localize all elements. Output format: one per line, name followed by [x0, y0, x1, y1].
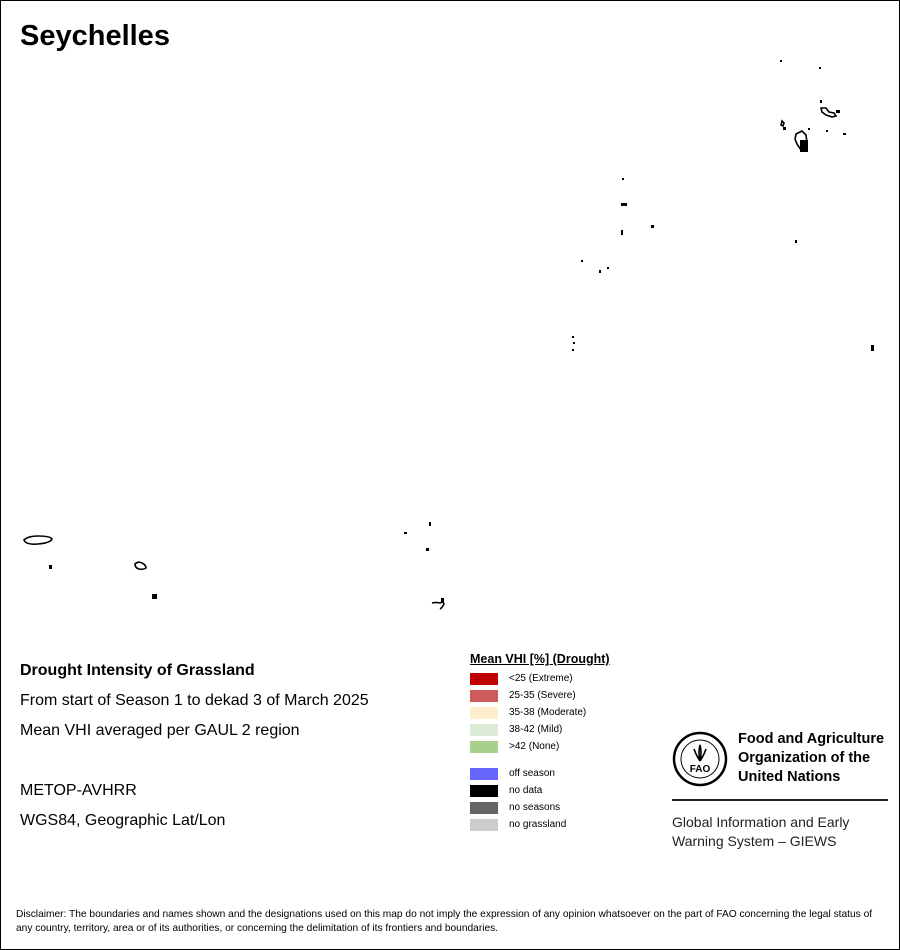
legend-swatch — [470, 785, 498, 797]
legend-item — [470, 765, 610, 782]
island-dot — [152, 594, 157, 599]
info-heading: Drought Intensity of Grassland — [20, 662, 255, 679]
island-dot — [426, 548, 429, 551]
island-outline — [821, 108, 836, 117]
info-method: Mean VHI averaged per GAUL 2 region — [20, 722, 300, 739]
island-outline — [135, 562, 146, 569]
island-dot — [621, 203, 627, 206]
legend-label: >42 (None) — [509, 741, 560, 752]
fao-name-line: Organization of the — [738, 750, 871, 766]
info-spacer — [20, 746, 369, 776]
legend-title: Mean VHI [%] (Drought) — [470, 652, 610, 666]
map-legend — [470, 652, 610, 833]
map-info-block — [20, 656, 369, 836]
fao-logo-letters: FAO — [689, 763, 711, 775]
legend-item — [470, 704, 610, 721]
legend-label: 35-38 (Moderate) — [509, 707, 587, 718]
island-dot — [607, 267, 609, 269]
island-outline — [432, 602, 444, 609]
island-dot — [800, 140, 808, 152]
legend-label: 38-42 (Mild) — [509, 724, 563, 735]
giews-name — [672, 813, 888, 851]
info-period: From start of Season 1 to dekad 3 of March 2025 — [20, 692, 369, 709]
legend-swatch — [470, 819, 498, 831]
legend-item — [470, 721, 610, 738]
island-dots — [49, 60, 874, 603]
map-title: Seychelles — [20, 20, 170, 52]
island-dot — [573, 342, 575, 344]
island-dot — [820, 100, 822, 103]
island-dot — [404, 532, 407, 534]
island-dot — [572, 336, 574, 338]
island-dot — [780, 60, 782, 62]
legend-label: no seasons — [509, 802, 561, 813]
legend-label: 25-35 (Severe) — [509, 690, 576, 701]
info-sensor: METOP-AVHRR — [20, 782, 137, 799]
island-dot — [429, 522, 431, 526]
island-dot — [622, 178, 624, 180]
island-dot — [581, 260, 583, 262]
island-dot — [808, 128, 810, 130]
island-dot — [826, 130, 828, 132]
fao-name-line: United Nations — [738, 769, 841, 785]
fao-organization-name — [738, 730, 884, 787]
legend-label: off season — [509, 768, 555, 779]
island-dot — [621, 230, 623, 235]
legend-spacer — [470, 755, 610, 765]
legend-label: no grassland — [509, 819, 567, 830]
island-dot — [572, 349, 574, 351]
legend-other-classes — [470, 765, 610, 833]
island-dot — [795, 240, 797, 243]
island-dot — [441, 598, 444, 603]
legend-item — [470, 782, 610, 799]
fao-logo — [672, 731, 728, 787]
legend-label: <25 (Extreme) — [509, 673, 573, 684]
fao-divider — [672, 799, 888, 801]
legend-swatch — [470, 690, 498, 702]
giews-line: Global Information and Early — [672, 814, 850, 830]
island-outlines — [24, 108, 836, 609]
legend-item — [470, 816, 610, 833]
island-dot — [819, 67, 821, 69]
island-outline — [24, 536, 52, 544]
legend-swatch — [470, 724, 498, 736]
fao-branding — [672, 730, 888, 851]
legend-label: no data — [509, 785, 543, 796]
fao-name-line: Food and Agriculture — [738, 731, 885, 747]
legend-drought-classes — [470, 670, 610, 755]
legend-swatch — [470, 673, 498, 685]
giews-line: Warning System – GIEWS — [672, 833, 837, 849]
island-dot — [836, 110, 840, 113]
fao-header — [672, 730, 888, 787]
legend-item — [470, 799, 610, 816]
island-outline — [781, 121, 784, 126]
island-dot — [49, 565, 52, 569]
info-projection: WGS84, Geographic Lat/Lon — [20, 812, 226, 829]
island-dot — [783, 127, 786, 130]
legend-item — [470, 738, 610, 755]
legend-swatch — [470, 768, 498, 780]
island-dot — [599, 270, 601, 273]
legend-item — [470, 687, 610, 704]
legend-swatch — [470, 802, 498, 814]
legend-swatch — [470, 741, 498, 753]
legend-swatch — [470, 707, 498, 719]
legend-item — [470, 670, 610, 687]
disclaimer: Disclaimer: The boundaries and names shown and the designations used on this map do not imply the expression of any opinion whatsoever on the part of FAO concerning the legal status of any country, territory, area or of its authorities, or concerning the delimitation of its frontiers and boundaries. — [16, 909, 873, 934]
island-dot — [843, 133, 846, 135]
island-dot — [871, 345, 874, 351]
island-dot — [651, 225, 654, 228]
